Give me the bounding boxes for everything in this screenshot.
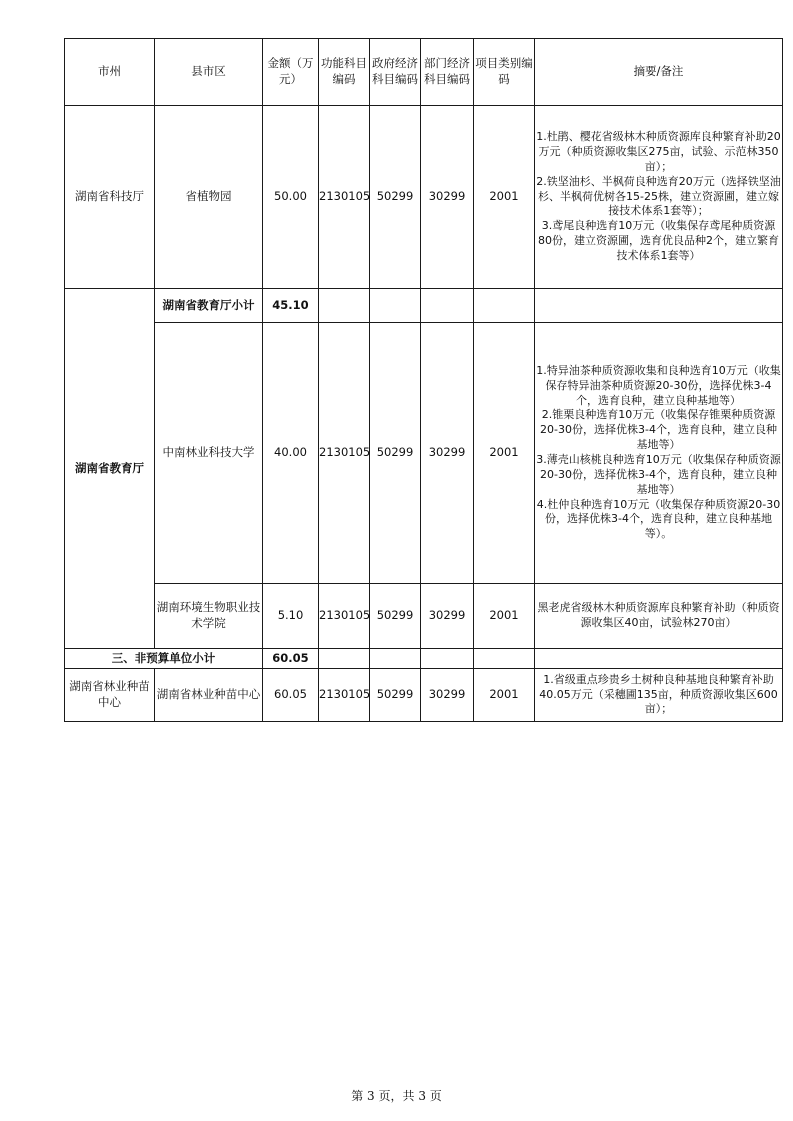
note-cell <box>535 584 783 649</box>
table-row <box>65 323 783 584</box>
dept-code-cell: 30299 <box>421 323 474 584</box>
func-code-cell: 2130105 <box>319 669 370 722</box>
empty-cell <box>370 649 421 669</box>
header-dept-code: 部门经济科目编码 <box>421 39 474 106</box>
county-cell: 中南林业科技大学 <box>155 323 263 584</box>
table-row <box>65 669 783 722</box>
city-cell: 湖南省教育厅 <box>65 289 155 649</box>
gov-code-cell: 50299 <box>370 323 421 584</box>
empty-cell <box>474 289 535 323</box>
header-row <box>65 39 783 106</box>
empty-cell <box>421 289 474 323</box>
note-line: 3.鸢尾良种选育10万元（收集保存鸢尾种质资源80份，建立资源圃，选育优良品种2个，建立繁育技术体系1套等） <box>538 219 779 262</box>
proj-code-cell: 2001 <box>474 106 535 289</box>
amount-cell: 40.00 <box>263 323 319 584</box>
gov-code-cell: 50299 <box>370 669 421 722</box>
gov-code-cell: 50299 <box>370 106 421 289</box>
note-cell <box>535 323 783 584</box>
note-line: 2.锥栗良种选育10万元（收集保存锥栗种质资源20-30份，选择优株3-4个，选育良种，建立良种基地等） <box>540 408 777 452</box>
gov-code-cell: 50299 <box>370 584 421 649</box>
header-proj-code: 项目类别编码 <box>474 39 535 106</box>
note-cell <box>535 106 783 289</box>
empty-cell <box>474 649 535 669</box>
city-cell: 湖南省林业种苗中心 <box>65 669 155 722</box>
empty-cell <box>535 649 783 669</box>
budget-table <box>64 38 783 722</box>
proj-code-cell: 2001 <box>474 669 535 722</box>
header-city: 市州 <box>65 39 155 106</box>
empty-cell <box>370 289 421 323</box>
county-cell: 省植物园 <box>155 106 263 289</box>
empty-cell <box>319 649 370 669</box>
note-cell <box>535 669 783 722</box>
county-cell: 湖南环境生物职业技术学院 <box>155 584 263 649</box>
amount-cell: 60.05 <box>263 669 319 722</box>
nonbudget-subtotal-label: 三、非预算单位小计 <box>65 649 263 669</box>
empty-cell <box>319 289 370 323</box>
dept-code-cell: 30299 <box>421 584 474 649</box>
dept-code-cell: 30299 <box>421 106 474 289</box>
county-cell: 湖南省林业种苗中心 <box>155 669 263 722</box>
header-county: 县市区 <box>155 39 263 106</box>
note-line: 3.薄壳山核桃良种选育10万元（收集保存种质资源20-30份，选择优株3-4个，选育良种，建立良种基地等） <box>536 453 781 496</box>
note-line: 1.特异油茶种质资源收集和良种选育10万元（收集保存特异油茶种质资源20-30份，选择优株3-4个，选育良种，建立良种基地等） <box>536 363 781 407</box>
dept-code-cell: 30299 <box>421 669 474 722</box>
table-row <box>65 289 783 323</box>
amount-cell: 5.10 <box>263 584 319 649</box>
func-code-cell: 2130105 <box>319 106 370 289</box>
table-row <box>65 649 783 669</box>
table-row <box>65 584 783 649</box>
header-func-code: 功能科目编码 <box>319 39 370 106</box>
header-amount: 金额（万元） <box>263 39 319 106</box>
proj-code-cell: 2001 <box>474 323 535 584</box>
header-gov-code: 政府经济科目编码 <box>370 39 421 106</box>
city-cell: 湖南省科技厅 <box>65 106 155 289</box>
note-line: 1.省级重点珍贵乡土树种良种基地良种繁育补助40.05万元（采穗圃135亩，种质资源收集区600亩）； <box>539 672 778 716</box>
note-line: 4.杜仲良种选育10万元（收集保存种质资源20-30份，选择优株3-4个，选育良种，建立良种基地等）。 <box>536 497 781 541</box>
note-line: 2.铁坚油杉、半枫荷良种选育20万元（选择铁坚油杉、半枫荷优树各15-25株，建立资源圃，建立嫁接技术体系1套等）； <box>536 174 781 218</box>
func-code-cell: 2130105 <box>319 584 370 649</box>
subtotal-label: 湖南省教育厅小计 <box>155 289 263 323</box>
empty-cell <box>535 289 783 323</box>
table-row <box>65 106 783 289</box>
amount-cell: 50.00 <box>263 106 319 289</box>
header-note: 摘要/备注 <box>535 39 783 106</box>
func-code-cell: 2130105 <box>319 323 370 584</box>
subtotal-amount: 45.10 <box>263 289 319 323</box>
proj-code-cell: 2001 <box>474 584 535 649</box>
nonbudget-subtotal-amount: 60.05 <box>263 649 319 669</box>
empty-cell <box>421 649 474 669</box>
note-line: 黑老虎省级林木种质资源库良种繁育补助（种质资源收集区40亩，试验林270亩） <box>537 601 780 629</box>
note-line: 1.杜鹃、樱花省级林木种质资源库良种繁育补助20万元（种质资源收集区275亩，试验、示范林350亩）； <box>536 130 781 173</box>
page-number: 第 3 页，共 3 页 <box>351 1089 442 1103</box>
